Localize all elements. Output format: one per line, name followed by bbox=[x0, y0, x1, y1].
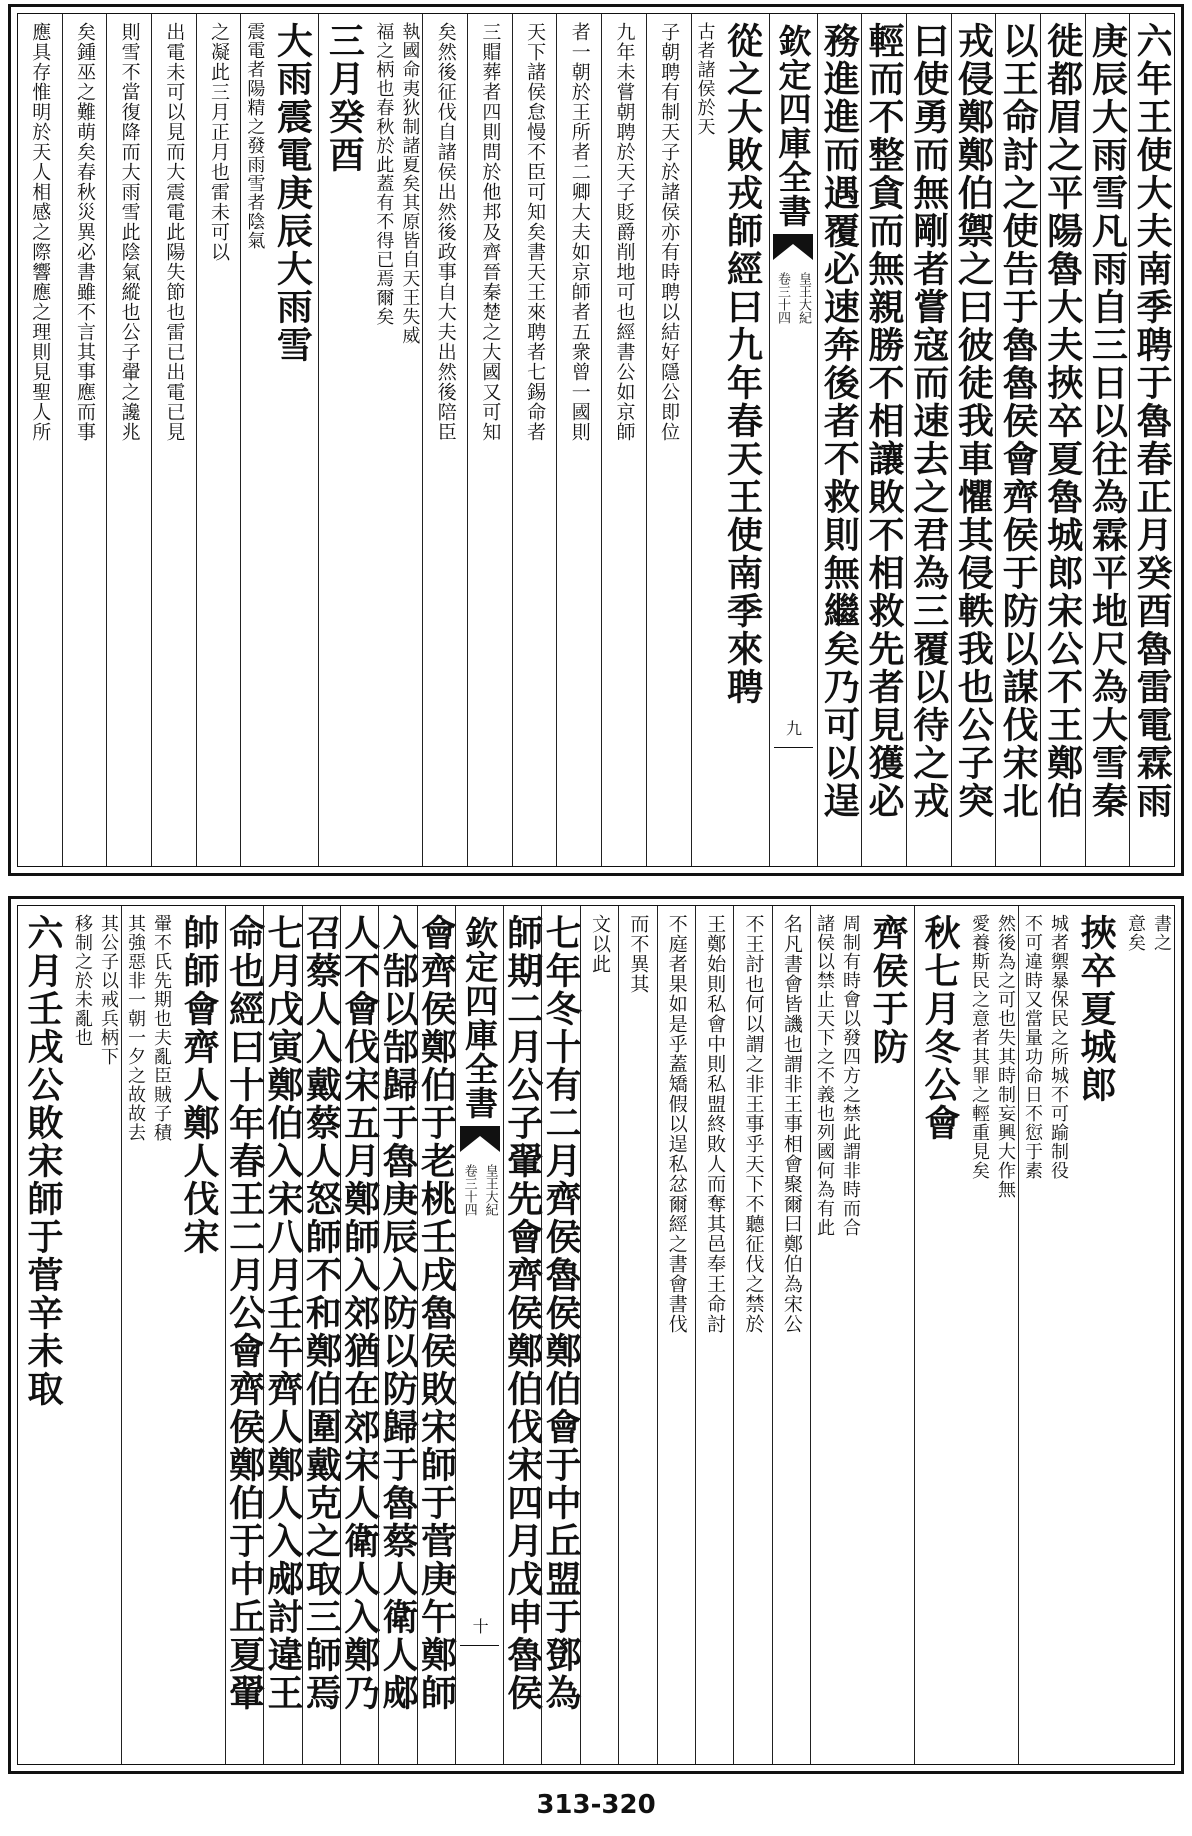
text-line: 挾卒夏城郎 bbox=[1075, 914, 1117, 1104]
annotation-line: 執國命夷狄制諸夏矣其原皆自天王失威 bbox=[399, 22, 421, 345]
annotation-line: 書之 bbox=[1151, 914, 1172, 952]
annotation-line: 矣然後征伐自諸侯出然後政事自大夫出然後陪臣 bbox=[434, 22, 457, 442]
text-line: 七月戊寅鄭伯入宋八月壬午齊人鄭人入郕討違王 bbox=[262, 914, 304, 1712]
text-line: 會齊侯鄭伯于老桃壬戌魯侯敗宋師于菅庚午鄭師 bbox=[415, 914, 458, 1712]
page-number: 313-320 bbox=[536, 1790, 656, 1820]
text-line: 輕而不整貪而無親勝不相讓敗不相救先者見獲必 bbox=[863, 22, 906, 820]
annotation-line: 而不異其 bbox=[627, 914, 650, 994]
annotation-line: 其公子以戒兵柄下 bbox=[97, 914, 119, 1066]
text-column bbox=[691, 14, 769, 866]
annotation-block bbox=[692, 22, 718, 136]
folio-divider bbox=[774, 747, 813, 748]
annotation-column bbox=[422, 14, 467, 866]
annotation-column bbox=[62, 14, 107, 866]
text-line: 召蔡人入戴蔡人怒師不和鄭伯圍戴克之取三師焉 bbox=[300, 914, 343, 1712]
text-line: 六月壬戌公敗宋師于菅辛未取 bbox=[21, 914, 64, 1408]
text-line: 曰使勇而無剛者嘗寇而速去之君為三覆以待之戎 bbox=[907, 22, 950, 820]
annotation-column bbox=[618, 906, 656, 1764]
text-line: 務進進而遇覆必速奔後者不救則無繼矣乃可以逞 bbox=[818, 22, 861, 820]
text-column bbox=[951, 14, 996, 866]
annotation-line: 移制之於未亂也 bbox=[71, 914, 93, 1047]
mixed-line bbox=[1019, 914, 1174, 1180]
annotation-line: 諸侯以禁止天下之不義也列國何為有此 bbox=[814, 914, 835, 1237]
mixed-line bbox=[18, 914, 121, 1408]
text-column bbox=[861, 14, 906, 866]
annotation-column bbox=[695, 906, 733, 1764]
annotation-line: 然後為之可也失其時制妄興大作無 bbox=[995, 914, 1016, 1199]
text-line: 大雨震電庚辰大雨雪 bbox=[271, 22, 314, 364]
text-column bbox=[1018, 906, 1174, 1764]
annotation-line: 文以此 bbox=[589, 914, 612, 974]
annotation-column bbox=[733, 906, 771, 1764]
annotation-line: 名凡書會皆譏也謂非王事相會聚爾曰鄭伯為宋公 bbox=[780, 914, 803, 1334]
annotation-line: 矣鍾巫之難萌矣春秋災異必書雖不言其事應而事 bbox=[73, 22, 96, 442]
text-column bbox=[1129, 14, 1174, 866]
text-column bbox=[501, 906, 544, 1764]
text-line: 三月癸酉 bbox=[323, 22, 366, 174]
text-column bbox=[817, 14, 862, 866]
book-title: 欽定四庫全書 bbox=[460, 916, 500, 1120]
text-line: 庚辰大雨雪凡雨自三日以往為霖平地尺為大雪秦 bbox=[1086, 22, 1129, 820]
volume-title: 皇王大紀 bbox=[482, 1164, 498, 1216]
annotation-line: 子朝聘有制天子於諸侯亦有時聘以結好隱公即位 bbox=[658, 22, 681, 442]
mixed-line bbox=[692, 22, 769, 706]
volume-title: 皇王大紀 bbox=[796, 272, 811, 324]
annotation-column bbox=[106, 14, 151, 866]
volume-number: 卷三十四 bbox=[461, 1164, 477, 1216]
text-column bbox=[338, 906, 381, 1764]
mixed-line bbox=[319, 22, 422, 345]
folio-divider bbox=[460, 1645, 499, 1646]
annotation-line: 三賵葬者四則問於他邦及齊晉秦楚之大國又可知 bbox=[479, 22, 502, 442]
annotation-column bbox=[556, 14, 601, 866]
volume-number: 卷三十四 bbox=[775, 272, 790, 324]
annotation-line: 震電者陽精之發雨雪者陰氣 bbox=[244, 22, 266, 250]
annotation-column bbox=[580, 906, 618, 1764]
text-column bbox=[415, 906, 458, 1764]
annotation-line: 其強惡非一朝一夕之故故去 bbox=[124, 914, 146, 1142]
annotation-column bbox=[512, 14, 557, 866]
annotation-line: 之凝此三月正月也雷未可以 bbox=[208, 22, 231, 262]
annotation-column bbox=[601, 14, 646, 866]
text-column bbox=[300, 906, 343, 1764]
folio-number: 九 bbox=[783, 720, 803, 736]
annotation-block bbox=[1122, 914, 1174, 952]
volume-label bbox=[460, 1164, 500, 1216]
text-column bbox=[1085, 14, 1130, 866]
text-line: 入郜以郜歸于魯庚辰入防以防歸于魯蔡人衛人郕 bbox=[377, 914, 420, 1712]
volume-label bbox=[773, 272, 813, 324]
text-line: 人不會伐宋五月鄭師入郊猶在郊宋人衛人入鄭乃 bbox=[338, 914, 381, 1712]
annotation-line: 愛養斯民之意者其罪之輕重見矣 bbox=[969, 914, 990, 1180]
annotation-column bbox=[646, 14, 691, 866]
text-column bbox=[18, 906, 121, 1764]
text-column bbox=[914, 906, 1018, 1764]
center-fold-column bbox=[455, 906, 503, 1764]
center-fold-column bbox=[769, 14, 817, 866]
annotation-block bbox=[966, 914, 1018, 1199]
text-line: 以王命討之使告于魯魯侯會齊侯于防以謀伐宋北 bbox=[997, 22, 1040, 820]
text-column bbox=[1040, 14, 1085, 866]
text-line: 從之大敗戎師經曰九年春天王使南季來聘 bbox=[721, 22, 764, 706]
text-column bbox=[810, 906, 914, 1764]
text-column bbox=[318, 14, 422, 866]
annotation-line: 翬不氏先期也夫亂臣賊子積 bbox=[150, 914, 172, 1142]
text-line: 六年王使大夫南季聘于魯春正月癸酉魯雷電霖雨 bbox=[1131, 22, 1174, 820]
text-line: 帥師會齊人鄭人伐宋 bbox=[177, 914, 220, 1256]
annotation-line: 古者諸侯於天 bbox=[694, 22, 716, 136]
bottom-page-inner bbox=[17, 905, 1175, 1765]
annotation-block bbox=[370, 22, 422, 345]
annotation-line: 周制有時會以發四方之禁此謂非時而合 bbox=[840, 914, 861, 1237]
mixed-line bbox=[122, 914, 225, 1256]
annotation-block bbox=[241, 22, 267, 250]
text-line: 命也經曰十年春王二月公會齊侯鄭伯于中丘夏翬 bbox=[223, 914, 266, 1712]
text-column bbox=[240, 14, 318, 866]
text-line: 師期二月公子翬先會齊侯鄭伯伐宋四月戊申魯侯 bbox=[501, 914, 544, 1712]
annotation-line: 不王討也何以謂之非王事乎天下不聽征伐之禁於 bbox=[742, 914, 765, 1334]
mixed-line bbox=[915, 914, 1018, 1199]
annotation-block bbox=[69, 914, 121, 1066]
fishtail-mark-icon bbox=[773, 234, 813, 260]
text-line: 七年冬十有二月齊侯魯侯鄭伯會于中丘盟于鄧為 bbox=[540, 914, 583, 1712]
text-column bbox=[223, 906, 266, 1764]
annotation-line: 意矣 bbox=[1125, 914, 1146, 952]
annotation-line: 王鄭始則私會中則私盟終敗人而奪其邑奉王命討 bbox=[704, 914, 727, 1334]
annotation-column bbox=[196, 14, 241, 866]
top-page-inner bbox=[17, 13, 1175, 867]
annotation-column bbox=[657, 906, 695, 1764]
folio-number: 十 bbox=[470, 1618, 490, 1634]
text-line: 徙都眉之平陽魯大夫挾卒夏魯城郎宋公不王鄭伯 bbox=[1041, 22, 1084, 820]
text-column bbox=[540, 906, 583, 1764]
text-column bbox=[995, 14, 1040, 866]
annotation-block bbox=[1019, 914, 1071, 1180]
annotation-line: 則雪不當復降而大雨雪此陰氣縱也公子翬之讒兆 bbox=[118, 22, 141, 442]
annotation-column bbox=[772, 906, 810, 1764]
text-line: 齊侯于防 bbox=[867, 914, 909, 1066]
annotation-column bbox=[18, 14, 62, 866]
annotation-block bbox=[811, 914, 863, 1237]
top-page-panel bbox=[8, 4, 1184, 876]
text-column bbox=[377, 906, 420, 1764]
text-line: 戎侵鄭鄭伯禦之曰彼徒我車懼其侵軼我也公子突 bbox=[952, 22, 995, 820]
mixed-line bbox=[811, 914, 914, 1237]
book-title: 欽定四庫全書 bbox=[773, 24, 813, 228]
annotation-block bbox=[122, 914, 174, 1142]
mixed-line bbox=[241, 22, 318, 364]
text-column bbox=[906, 14, 951, 866]
bottom-page-panel bbox=[8, 896, 1184, 1774]
annotation-column bbox=[467, 14, 512, 866]
annotation-line: 福之柄也春秋於此蓋有不得已焉爾矣 bbox=[373, 22, 395, 326]
annotation-line: 不可違時又當量功命日不愆于素 bbox=[1022, 914, 1043, 1180]
text-line: 秋七月冬公會 bbox=[919, 914, 961, 1142]
annotation-line: 不庭者果如是乎蓋矯假以逞私忿爾經之書會書伐 bbox=[665, 914, 688, 1334]
annotation-column bbox=[151, 14, 196, 866]
text-column bbox=[121, 906, 225, 1764]
annotation-line: 城者禦暴保民之所城不可踰制役 bbox=[1048, 914, 1069, 1180]
fishtail-mark-icon bbox=[460, 1126, 500, 1152]
annotation-line: 者一朝於王所者二卿大夫如京師者五衆曾一國則 bbox=[568, 22, 591, 442]
text-column bbox=[262, 906, 304, 1764]
annotation-line: 天下諸侯怠慢不臣可知矣書天王來聘者七錫命者 bbox=[524, 22, 547, 442]
annotation-line: 九年未嘗朝聘於天子貶爵削地可也經書公如京師 bbox=[613, 22, 636, 442]
annotation-line: 應具存惟明於天人相感之際響應之理則見聖人所 bbox=[29, 22, 52, 442]
annotation-line: 出電未可以見而大震電此陽失節也雷已出電已見 bbox=[163, 22, 186, 442]
